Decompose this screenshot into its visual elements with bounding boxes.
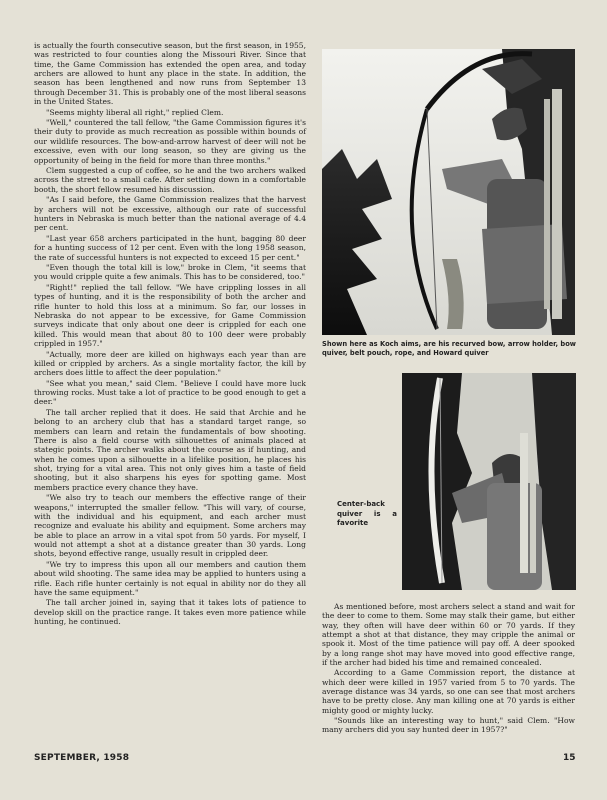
article-paragraph: "See what you mean," said Clem. "Believe I could have more luck throwing rocks. Must take a lot of practice to be good enough to get a deer." — [34, 378, 306, 407]
article-paragraph: The tall archer joined in, saying that it takes lots of patience to develop skill on the practice range. It takes even more patience while hunting, he continued. — [34, 598, 306, 627]
article-paragraph: "We try to impress this upon all our members and caution them about wild shooting. The same idea may be applied to hunters using a rifle. Each rifle hunter certainly is not equal in ability nor do they all have the same equipment." — [34, 559, 306, 597]
photo-side-caption: Center-back quiver is a favorite — [337, 500, 397, 527]
article-paragraph: The tall archer replied that it does. He said that Archie and he belong to an archery club that has a standard target range, so members can learn and retain the fundamentals of bow shooting. There is also a field course with silhouettes of animals placed at stategic points. The archer walks about the course as if hunting, and when he comes upon a silhouette in a lifelike position, he places his shot, trying for a vital area. This not only gives him a taste of field shooting, but it also sharpens his eyes for spotting game. Most members practice every chance they have. — [34, 407, 306, 492]
article-right-column — [322, 602, 575, 736]
article-paragraph: According to a Game Commission report, the distance at which deer were killed in 1957 varied from 5 to 70 yards. The average distance was 34 yards, so one can see that most archers have to be pretty close. Any man killing one at 70 yards is either mighty good or mighty lucky. — [322, 668, 575, 715]
article-paragraph: "As I said before, the Game Commission realizes that the harvest by archers will not be excessive, although our rate of successful hunters in Nebraska is much better than the national average of 4.4 per cent. — [34, 195, 306, 233]
article-paragraph: As mentioned before, most archers select a stand and wait for the deer to come to them. Some may stalk their game, but either way, they often will have deer within 60 or 70 yards. If they attempt a shot at that distance, they may cripple the animal or spook it. Most of the time patience will pay off. A deer spooked by a long range shot may have moved into good effective range, if the archer had bided his time and remained concealed. — [322, 602, 575, 668]
archer-aiming-photo — [322, 49, 575, 335]
page-number: 15 — [563, 753, 576, 763]
photo-caption: Shown here as Koch aims, are his recurved bow, arrow holder, bow quiver, belt pouch, rope, and Howard quiver — [322, 340, 576, 358]
issue-date: SEPTEMBER, 1958 — [34, 753, 130, 763]
article-paragraph: "We also try to teach our members the effective range of their weapons," interrupted the smaller fellow. "This will vary, of course, with the individual and his equipment, and each archer must recognize and evaluate his ability and equipment. Some archers may be able to place an arrow in a vital spot from 50 yards. For myself, I would not attempt a shot at a distance greater than 30 yards. Long shots, beyond effective range, usually result in crippled deer. — [34, 493, 306, 559]
article-paragraph: "Last year 658 archers participated in the hunt, bagging 80 deer for a hunting success of 12 per cent. Even with the long 1958 season, the rate of successful hunters is not expected to exceed 15 per cent." — [34, 233, 306, 262]
article-paragraph: "Even though the total kill is low," broke in Clem, "it seems that you would cripple quite a few animals. This has to be considered, too." — [34, 263, 306, 282]
article-paragraph: "Sounds like an interesting way to hunt," said Clem. "How many archers did you say hunted deer in 1957?" — [322, 716, 575, 735]
article-paragraph: is actually the fourth consecutive season, but the first season, in 1955, was restricted to four counties along the Missouri River. Since that time, the Game Commission has extended the open area, and today archers are allowed to hunt any place in the state. In addition, the season has been lengthened and now runs from September 13 through December 31. This is probably one of the most liberal seasons in the United States. — [34, 41, 306, 107]
article-paragraph: "Actually, more deer are killed on highways each year than are killed or crippled by archers. As a single mortality factor, the kill by archers does little to affect the deer population." — [34, 349, 306, 378]
article-paragraph: "Right!" replied the tall fellow. "We have crippling losses in all types of hunting, and it is the responsibility of both the archer and rifle hunter to hold this loss at a minimum. So far, our losses in Nebraska do not appear to be excessive, for Game Commission surveys indicate that only about one deer is crippled for each one killed. This would mean that about 80 to 100 deer were probably crippled in 1957." — [34, 282, 306, 348]
article-paragraph: Clem suggested a cup of coffee, so he and the two archers walked across the street to a small cafe. After settling down in a comfortable booth, the short fellow resumed his discussion. — [34, 166, 306, 194]
archer-center-back-quiver-photo — [402, 373, 576, 590]
article-paragraph: "Well," countered the tall fellow, "the Game Commission figures it's their duty to provide as much recreation as possible within bounds of our wildlife resources. The bow-and-arrow harvest of deer will not be excessive, even with our long season, so they are giving us the opportunity of being in the field for more than three months." — [34, 118, 306, 165]
article-paragraph: "Seems mighty liberal all right," replied Clem. — [46, 107, 224, 117]
article-left-column — [34, 41, 306, 628]
